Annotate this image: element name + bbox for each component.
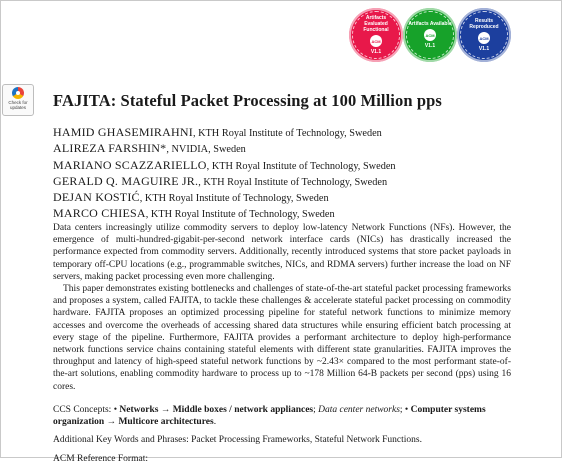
crossmark-icon: [12, 87, 24, 99]
abstract: [53, 222, 511, 393]
check-for-updates-label: Check for updates: [8, 100, 28, 110]
author-affiliation: , KTH Royal Institute of Technology, Sweden: [198, 176, 388, 188]
author-entry: [53, 206, 523, 222]
acm-logo-icon: ACM: [370, 35, 382, 47]
author-list: [53, 125, 523, 223]
author-affiliation: , NVIDIA, Sweden: [166, 144, 246, 156]
badge-version: V1.1: [370, 49, 382, 55]
author-entry: [53, 174, 523, 190]
author-entry: [53, 190, 523, 206]
ccs-prefix: CCS Concepts: •: [53, 405, 120, 415]
author-entry: [53, 158, 523, 174]
ccs-concepts: [53, 404, 513, 428]
abstract-paragraph-2: This paper demonstrates existing bottlenecks and challenges of state-of-the-art stateful packet processing frameworks and proposes a system, called FAJITA, to tackle these challenges & accelerate stateful packet processing on commodity hardware. FAJITA proposes an optimized processing pipeline for stateful network functions to minimize memory accesses and overcome the overheads of accessing shared data structures while ensuring efficient batch processing at every stage of the pipeline. Furthermore, FAJITA provides a performant architecture to deploy high-performance network functions service chains containing stateful elements with different state granularities. FAJITA improves the throughput and latency of high-speed stateful network functions by ~2.43× compared to the most performant state-of-the-art solutions, enabling commodity hardware to process up to ~178 Million 64-B packets per second (pps) using 16 cores.: [53, 284, 511, 392]
author-entry: [53, 125, 523, 141]
author-affiliation: , KTH Royal Institute of Technology, Sweden: [145, 209, 335, 221]
author-name: HAMID GHASEMIRAHNI: [53, 125, 193, 139]
author-affiliation: , KTH Royal Institute of Technology, Sweden: [206, 160, 396, 172]
abstract-paragraph-1: Data centers increasingly utilize commodity servers to deploy low-latency Network Functions (NFs). However, the emergence of multi-hundred-gigabit-per-second network interface cards (NICs) has drastically increased the performance expected from commodity servers. Additionally, recently introduced systems that store packet payloads in temporary off-CPU locations (e.g., programmable switches, NICs, and RDMA servers) further increase the load on NF servers, making packet processing even more challenging.: [53, 223, 511, 282]
author-affiliation: , KTH Royal Institute of Technology, Sweden: [139, 193, 329, 205]
badge-text: Artifacts Evaluated Functional: [363, 15, 389, 33]
badge-text: Results Reproduced: [469, 18, 499, 30]
artifacts-functional-badge: [349, 8, 403, 62]
ccs-end: .: [213, 417, 217, 428]
acm-reference-format-heading: ACM Reference Format:: [53, 454, 148, 464]
ccs-concept-computer-systems: Computer systems organization → Multicore architectures: [53, 405, 486, 428]
author-affiliation: , KTH Royal Institute of Technology, Sweden: [192, 128, 382, 139]
ccs-concept-datacenter: Data center networks: [318, 405, 400, 415]
author-name: GERALD Q. MAGUIRE JR.: [53, 173, 199, 188]
badge-text: Artifacts Available: [408, 21, 452, 27]
author-name: MARIANO SCAZZARIELLO: [53, 157, 207, 172]
ccs-concept-networks: Networks → Middle boxes / network appliances: [119, 405, 314, 415]
ccs-separator: ; •: [399, 405, 411, 415]
author-name: ALIREZA FARSHIN*: [53, 141, 167, 156]
author-name: DEJAN KOSTIĆ: [53, 190, 140, 205]
acm-logo-icon: ACM: [424, 29, 436, 41]
results-reproduced-badge: [457, 8, 511, 62]
keywords: Additional Key Words and Phrases: Packet Processing Frameworks, Stateful Network Functions.: [53, 435, 422, 445]
paper-title: FAJITA: Stateful Packet Processing at 100 Million pps: [53, 91, 442, 110]
ccs-separator: ;: [313, 405, 319, 415]
badge-version: V1.1: [478, 46, 490, 52]
check-for-updates-button[interactable]: [2, 84, 34, 116]
artifacts-available-badge: [403, 8, 457, 62]
badge-version: V1.1: [424, 43, 436, 49]
acm-logo-icon: ACM: [478, 32, 490, 44]
author-entry: [53, 141, 523, 157]
author-name: MARCO CHIESA: [53, 206, 146, 221]
